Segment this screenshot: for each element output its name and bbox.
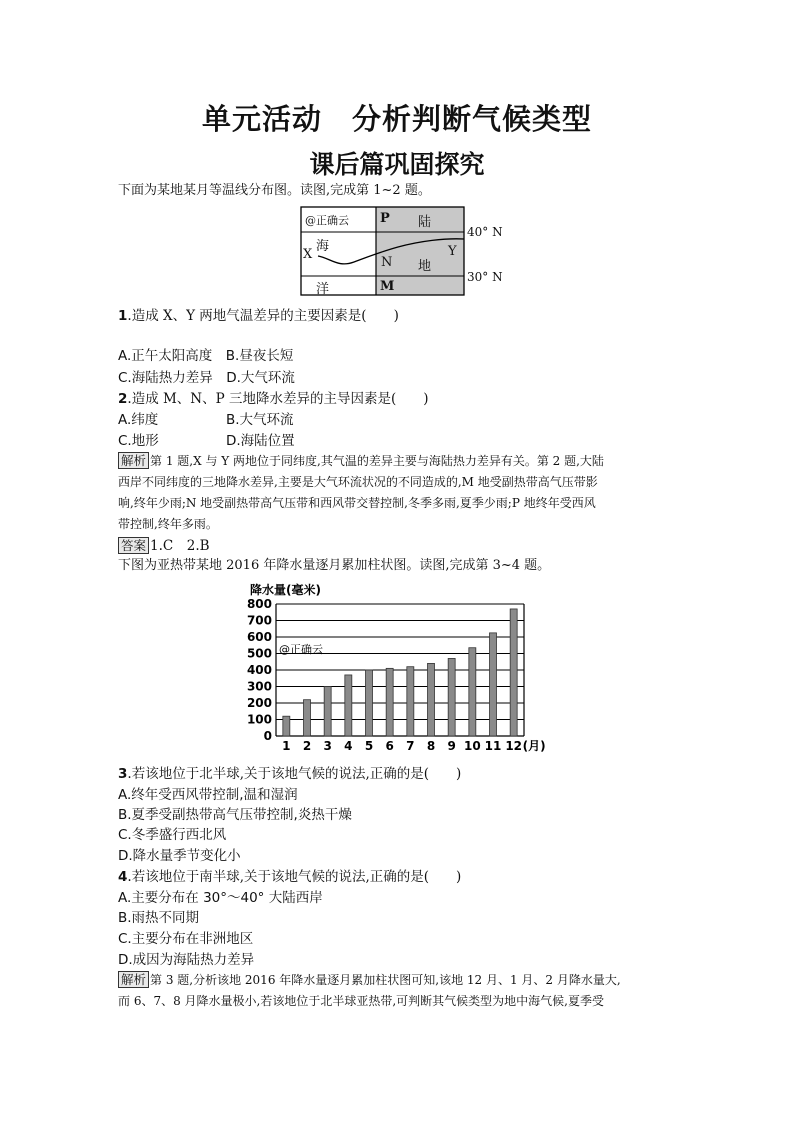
bar — [510, 609, 517, 736]
y-tick-label: 600 — [246, 630, 272, 644]
q3-option-d: D.降水量季节变化小 — [118, 848, 241, 864]
latitude-40n: 40° N — [467, 225, 503, 239]
x-axis-unit-label: (月) — [522, 739, 546, 753]
q4-option-d: D.成因为海陆热力差异 — [118, 952, 255, 968]
question-2-stem: .造成 M、N、P 三地降水差异的主导因素是( ) — [127, 391, 429, 407]
isotherm-map — [300, 206, 510, 298]
q2-option-d: D.海陆位置 — [226, 433, 295, 449]
q1-options-cd: C.海陆热力差异 D.大气环流 — [118, 370, 295, 386]
analysis-2-line-2: 而 6、7、8 月降水量极小,若该地位于北半球亚热带,可判断其气候类型为地中海气候,夏季受 — [118, 994, 604, 1008]
bar — [428, 663, 435, 736]
analysis-2 — [118, 970, 678, 1012]
x-tick-label: 11 — [484, 739, 502, 753]
y-tick-label: 0 — [263, 729, 272, 743]
x-tick-label: 12 — [505, 739, 523, 753]
answer-tag: 答案 — [118, 537, 149, 554]
question-1 — [118, 306, 399, 326]
label-m: M — [380, 279, 395, 294]
bar — [407, 667, 414, 736]
x-tick-label: 3 — [323, 739, 332, 753]
y-tick-label: 100 — [246, 712, 272, 727]
analysis-1-line-4: 带控制,终年多雨。 — [118, 517, 218, 531]
page-title: 单元活动 分析判断气候类型 — [201, 102, 592, 136]
q1-options-ab: A.正午太阳高度 B.昼夜长短 — [118, 348, 294, 364]
latitude-30n: 30° N — [467, 270, 503, 284]
x-tick-label: 10 — [463, 739, 481, 753]
question-3 — [118, 764, 461, 784]
y-axis-label: 降水量(毫米) — [250, 583, 321, 597]
y-tick-label: 500 — [246, 646, 272, 661]
map-watermark: @正确云 — [305, 214, 349, 227]
answer-1 — [118, 536, 210, 556]
x-tick-label: 7 — [406, 739, 415, 753]
q2-option-c: C.地形 — [118, 433, 159, 449]
analysis-1-line-2: 西岸不同纬度的三地降水差异,主要是大气环流状况的不同造成的,M 地受副热带高气压带影 — [118, 475, 598, 489]
intro-text-2: 下图为亚热带某地 2016 年降水量逐月累加柱状图。读图,完成第 3~4 题。 — [118, 558, 551, 573]
y-tick-label: 200 — [246, 696, 272, 710]
question-3-number: 3 — [118, 766, 128, 782]
y-tick-label: 400 — [246, 663, 272, 677]
y-tick-label: 700 — [246, 613, 272, 628]
bar — [469, 648, 476, 736]
chart-watermark: @正确云 — [279, 643, 323, 656]
q3-option-c: C.冬季盛行西北风 — [118, 827, 227, 843]
x-tick-label: 9 — [447, 739, 456, 753]
q4-option-a: A.主要分布在 30°～40° 大陆西岸 — [118, 890, 323, 906]
question-4-number: 4 — [118, 869, 128, 885]
y-tick-label: 800 — [246, 597, 272, 611]
question-1-number: 1 — [118, 308, 128, 324]
q2-option-b: B.大气环流 — [226, 412, 294, 428]
x-tick-label: 8 — [426, 739, 436, 753]
analysis-tag: 解析 — [118, 452, 149, 469]
question-4 — [118, 867, 461, 887]
question-4-stem: .若该地位于南半球,关于该地气候的说法,正确的是( ) — [127, 869, 462, 885]
question-2 — [118, 389, 429, 409]
analysis-2-line-1: 第 3 题,分析该地 2016 年降水量逐月累加柱状图可知,该地 12 月、1 月、2 月降水量大, — [150, 973, 621, 987]
x-tick-label: 1 — [282, 739, 291, 753]
label-p: P — [380, 211, 390, 226]
bar — [490, 633, 497, 736]
label-y: Y — [448, 244, 457, 259]
bar — [283, 716, 290, 736]
bar — [324, 687, 331, 737]
question-3-stem: .若该地位于北半球,关于该地气候的说法,正确的是( ) — [127, 766, 462, 782]
y-tick-label: 300 — [246, 679, 272, 694]
bar — [448, 658, 455, 736]
q2-option-a: A.纬度 — [118, 412, 159, 428]
label-x: X — [303, 247, 313, 262]
x-tick-label: 4 — [344, 739, 353, 753]
bar — [304, 700, 311, 736]
intro-text-1: 下面为某地某月等温线分布图。读图,完成第 1~2 题。 — [118, 183, 431, 198]
label-land-2: 地 — [418, 259, 432, 274]
question-2-number: 2 — [118, 391, 128, 407]
x-tick-label: 6 — [385, 739, 394, 753]
question-1-stem: .造成 X、Y 两地气温差异的主要因素是( ) — [127, 308, 399, 324]
bar — [366, 670, 373, 736]
label-sea: 海 — [316, 239, 330, 254]
q4-option-c: C.主要分布在非洲地区 — [118, 931, 254, 947]
bar — [386, 668, 393, 736]
label-n: N — [381, 255, 393, 270]
answer-1-text: 1.C 2.B — [150, 538, 210, 554]
precipitation-bar-chart — [240, 578, 560, 758]
bar — [345, 675, 352, 736]
analysis-tag-2: 解析 — [118, 971, 149, 988]
analysis-1 — [118, 451, 678, 535]
q4-option-b: B.雨热不同期 — [118, 910, 200, 926]
label-ocean: 洋 — [316, 282, 330, 297]
label-land-1: 陆 — [418, 215, 432, 230]
analysis-1-line-3: 响,终年少雨;N 地受副热带高气压带和西风带交替控制,冬季多雨,夏季少雨;P 地终年受西风 — [118, 496, 596, 510]
section-subtitle: 课后篇巩固探究 — [309, 150, 485, 179]
x-tick-label: 5 — [364, 739, 374, 753]
analysis-1-line-1: 第 1 题,X 与 Y 两地位于同纬度,其气温的差异主要与海陆热力差异有关。第 2 题,大陆 — [150, 454, 604, 468]
q3-option-b: B.夏季受副热带高气压带控制,炎热干燥 — [118, 807, 352, 823]
x-tick-label: 2 — [302, 739, 312, 753]
q3-option-a: A.终年受西风带控制,温和湿润 — [118, 787, 298, 803]
